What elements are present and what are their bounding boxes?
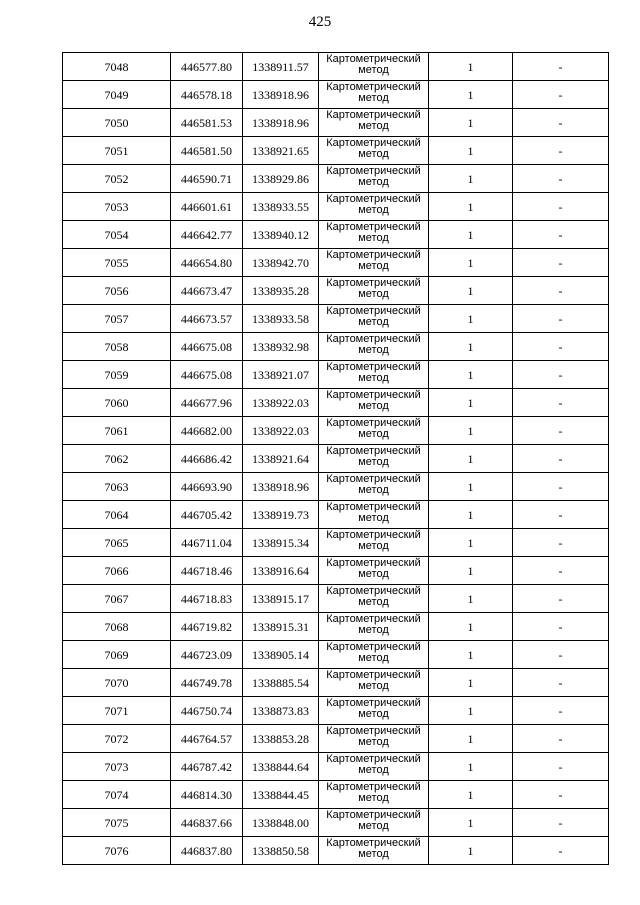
accuracy-cell: 1	[429, 389, 513, 417]
y-coordinate-cell: 1338885.54	[243, 669, 319, 697]
method-text-line1: Картометрический	[326, 249, 421, 261]
accuracy-cell: 1	[429, 277, 513, 305]
method-cell	[319, 781, 429, 809]
point-number-cell: 7069	[63, 641, 171, 669]
y-coordinate-cell: 1338915.34	[243, 529, 319, 557]
accuracy-cell: 1	[429, 501, 513, 529]
table-row	[63, 641, 609, 669]
x-coordinate-cell: 446682.00	[171, 417, 243, 445]
method-text-line1: Картометрический	[326, 473, 421, 485]
note-cell: -	[513, 557, 609, 585]
method-text-line1: Картометрический	[326, 221, 421, 233]
x-coordinate-cell: 446677.96	[171, 389, 243, 417]
method-cell	[319, 361, 429, 389]
accuracy-cell: 1	[429, 473, 513, 501]
y-coordinate-cell: 1338940.12	[243, 221, 319, 249]
method-cell	[319, 81, 429, 109]
note-cell: -	[513, 417, 609, 445]
method-cell	[319, 193, 429, 221]
method-cell	[319, 137, 429, 165]
accuracy-cell: 1	[429, 333, 513, 361]
y-coordinate-cell: 1338911.57	[243, 53, 319, 81]
method-text-line1: Картометрический	[326, 585, 421, 597]
x-coordinate-cell: 446673.47	[171, 277, 243, 305]
method-cell	[319, 669, 429, 697]
table-row	[63, 389, 609, 417]
accuracy-cell: 1	[429, 781, 513, 809]
method-cell	[319, 641, 429, 669]
x-coordinate-cell: 446686.42	[171, 445, 243, 473]
method-text-line1: Картометрический	[326, 81, 421, 93]
y-coordinate-cell: 1338921.64	[243, 445, 319, 473]
point-number-cell: 7070	[63, 669, 171, 697]
y-coordinate-cell: 1338873.83	[243, 697, 319, 725]
method-cell	[319, 221, 429, 249]
method-text-line2: метод	[358, 484, 389, 496]
y-coordinate-cell: 1338916.64	[243, 557, 319, 585]
method-text-line2: метод	[358, 232, 389, 244]
y-coordinate-cell: 1338918.96	[243, 81, 319, 109]
method-cell	[319, 585, 429, 613]
method-text-line1: Картометрический	[326, 669, 421, 681]
accuracy-cell: 1	[429, 221, 513, 249]
method-text-line1: Картометрический	[326, 305, 421, 317]
note-cell: -	[513, 305, 609, 333]
note-cell: -	[513, 837, 609, 865]
table-row	[63, 501, 609, 529]
method-text-line2: метод	[358, 456, 389, 468]
x-coordinate-cell: 446718.83	[171, 585, 243, 613]
method-text-line2: метод	[358, 204, 389, 216]
note-cell: -	[513, 81, 609, 109]
table-row	[63, 53, 609, 81]
table-row	[63, 669, 609, 697]
y-coordinate-cell: 1338850.58	[243, 837, 319, 865]
method-text-line2: метод	[358, 428, 389, 440]
accuracy-cell: 1	[429, 193, 513, 221]
y-coordinate-cell: 1338929.86	[243, 165, 319, 193]
table-row	[63, 557, 609, 585]
x-coordinate-cell: 446642.77	[171, 221, 243, 249]
method-text-line1: Картометрический	[326, 837, 421, 849]
note-cell: -	[513, 809, 609, 837]
point-number-cell: 7075	[63, 809, 171, 837]
accuracy-cell: 1	[429, 641, 513, 669]
note-cell: -	[513, 193, 609, 221]
method-cell	[319, 501, 429, 529]
note-cell: -	[513, 361, 609, 389]
x-coordinate-cell: 446719.82	[171, 613, 243, 641]
table-row	[63, 781, 609, 809]
method-cell	[319, 809, 429, 837]
table-row	[63, 809, 609, 837]
method-text-line1: Картометрический	[326, 613, 421, 625]
note-cell: -	[513, 249, 609, 277]
method-text-line2: метод	[358, 708, 389, 720]
y-coordinate-cell: 1338922.03	[243, 417, 319, 445]
point-number-cell: 7048	[63, 53, 171, 81]
x-coordinate-cell: 446693.90	[171, 473, 243, 501]
x-coordinate-cell: 446814.30	[171, 781, 243, 809]
accuracy-cell: 1	[429, 137, 513, 165]
note-cell: -	[513, 529, 609, 557]
point-number-cell: 7052	[63, 165, 171, 193]
table-row	[63, 277, 609, 305]
x-coordinate-cell: 446581.50	[171, 137, 243, 165]
method-text-line1: Картометрический	[326, 529, 421, 541]
table-row	[63, 305, 609, 333]
table-row	[63, 221, 609, 249]
method-text-line1: Картометрический	[326, 109, 421, 121]
table-row	[63, 529, 609, 557]
accuracy-cell: 1	[429, 361, 513, 389]
accuracy-cell: 1	[429, 697, 513, 725]
accuracy-cell: 1	[429, 249, 513, 277]
method-text-line2: метод	[358, 148, 389, 160]
note-cell: -	[513, 669, 609, 697]
table-row	[63, 697, 609, 725]
method-cell	[319, 389, 429, 417]
x-coordinate-cell: 446673.57	[171, 305, 243, 333]
y-coordinate-cell: 1338918.96	[243, 109, 319, 137]
method-text-line1: Картометрический	[326, 781, 421, 793]
method-text-line1: Картометрический	[326, 277, 421, 289]
table-row	[63, 361, 609, 389]
accuracy-cell: 1	[429, 165, 513, 193]
x-coordinate-cell: 446837.80	[171, 837, 243, 865]
y-coordinate-cell: 1338921.65	[243, 137, 319, 165]
point-number-cell: 7074	[63, 781, 171, 809]
point-number-cell: 7060	[63, 389, 171, 417]
method-text-line2: метод	[358, 92, 389, 104]
note-cell: -	[513, 501, 609, 529]
point-number-cell: 7071	[63, 697, 171, 725]
accuracy-cell: 1	[429, 417, 513, 445]
x-coordinate-cell: 446581.53	[171, 109, 243, 137]
note-cell: -	[513, 613, 609, 641]
table-row	[63, 417, 609, 445]
method-text-line2: метод	[358, 764, 389, 776]
method-text-line2: метод	[358, 624, 389, 636]
y-coordinate-cell: 1338844.45	[243, 781, 319, 809]
accuracy-cell: 1	[429, 53, 513, 81]
accuracy-cell: 1	[429, 557, 513, 585]
note-cell: -	[513, 53, 609, 81]
point-number-cell: 7053	[63, 193, 171, 221]
table-row	[63, 333, 609, 361]
method-text-line1: Картометрический	[326, 697, 421, 709]
coordinates-table-body	[63, 53, 609, 865]
note-cell: -	[513, 165, 609, 193]
point-number-cell: 7066	[63, 557, 171, 585]
accuracy-cell: 1	[429, 837, 513, 865]
x-coordinate-cell: 446764.57	[171, 725, 243, 753]
note-cell: -	[513, 445, 609, 473]
x-coordinate-cell: 446723.09	[171, 641, 243, 669]
y-coordinate-cell: 1338921.07	[243, 361, 319, 389]
method-text-line1: Картометрический	[326, 725, 421, 737]
y-coordinate-cell: 1338942.70	[243, 249, 319, 277]
table-row	[63, 837, 609, 865]
method-cell	[319, 53, 429, 81]
table-row	[63, 725, 609, 753]
method-text-line2: метод	[358, 260, 389, 272]
method-text-line2: метод	[358, 680, 389, 692]
method-text-line1: Картометрический	[326, 361, 421, 373]
method-text-line2: метод	[358, 568, 389, 580]
table-row	[63, 445, 609, 473]
method-text-line2: метод	[358, 596, 389, 608]
y-coordinate-cell: 1338932.98	[243, 333, 319, 361]
method-text-line2: метод	[358, 540, 389, 552]
note-cell: -	[513, 109, 609, 137]
y-coordinate-cell: 1338848.00	[243, 809, 319, 837]
method-cell	[319, 109, 429, 137]
note-cell: -	[513, 781, 609, 809]
note-cell: -	[513, 725, 609, 753]
note-cell: -	[513, 473, 609, 501]
accuracy-cell: 1	[429, 753, 513, 781]
point-number-cell: 7059	[63, 361, 171, 389]
method-cell	[319, 333, 429, 361]
point-number-cell: 7056	[63, 277, 171, 305]
x-coordinate-cell: 446577.80	[171, 53, 243, 81]
x-coordinate-cell: 446578.18	[171, 81, 243, 109]
accuracy-cell: 1	[429, 109, 513, 137]
y-coordinate-cell: 1338933.58	[243, 305, 319, 333]
x-coordinate-cell: 446675.08	[171, 333, 243, 361]
method-text-line1: Картометрический	[326, 445, 421, 457]
y-coordinate-cell: 1338853.28	[243, 725, 319, 753]
y-coordinate-cell: 1338915.17	[243, 585, 319, 613]
method-cell	[319, 277, 429, 305]
note-cell: -	[513, 137, 609, 165]
method-text-line1: Картометрический	[326, 53, 421, 65]
method-text-line1: Картометрический	[326, 501, 421, 513]
method-cell	[319, 557, 429, 585]
table-row	[63, 613, 609, 641]
method-text-line2: метод	[358, 848, 389, 860]
accuracy-cell: 1	[429, 445, 513, 473]
method-cell	[319, 445, 429, 473]
method-cell	[319, 613, 429, 641]
method-text-line2: метод	[358, 820, 389, 832]
table-row	[63, 165, 609, 193]
method-text-line1: Картометрический	[326, 165, 421, 177]
point-number-cell: 7062	[63, 445, 171, 473]
method-text-line1: Картометрический	[326, 809, 421, 821]
point-number-cell: 7076	[63, 837, 171, 865]
point-number-cell: 7051	[63, 137, 171, 165]
method-cell	[319, 753, 429, 781]
y-coordinate-cell: 1338905.14	[243, 641, 319, 669]
note-cell: -	[513, 277, 609, 305]
note-cell: -	[513, 221, 609, 249]
accuracy-cell: 1	[429, 613, 513, 641]
accuracy-cell: 1	[429, 81, 513, 109]
note-cell: -	[513, 333, 609, 361]
point-number-cell: 7065	[63, 529, 171, 557]
method-cell	[319, 473, 429, 501]
point-number-cell: 7058	[63, 333, 171, 361]
point-number-cell: 7049	[63, 81, 171, 109]
method-text-line2: метод	[358, 736, 389, 748]
method-cell	[319, 249, 429, 277]
table-row	[63, 193, 609, 221]
point-number-cell: 7063	[63, 473, 171, 501]
method-text-line2: метод	[358, 792, 389, 804]
y-coordinate-cell: 1338922.03	[243, 389, 319, 417]
method-text-line2: метод	[358, 176, 389, 188]
accuracy-cell: 1	[429, 305, 513, 333]
table-row	[63, 137, 609, 165]
y-coordinate-cell: 1338935.28	[243, 277, 319, 305]
method-text-line2: метод	[358, 512, 389, 524]
method-cell	[319, 725, 429, 753]
note-cell: -	[513, 697, 609, 725]
accuracy-cell: 1	[429, 725, 513, 753]
method-text-line1: Картометрический	[326, 417, 421, 429]
table-row	[63, 249, 609, 277]
method-text-line2: метод	[358, 400, 389, 412]
method-cell	[319, 837, 429, 865]
note-cell: -	[513, 753, 609, 781]
method-text-line2: метод	[358, 316, 389, 328]
method-text-line2: метод	[358, 344, 389, 356]
note-cell: -	[513, 641, 609, 669]
method-cell	[319, 417, 429, 445]
note-cell: -	[513, 585, 609, 613]
method-text-line2: метод	[358, 64, 389, 76]
point-number-cell: 7057	[63, 305, 171, 333]
x-coordinate-cell: 446601.61	[171, 193, 243, 221]
accuracy-cell: 1	[429, 809, 513, 837]
coordinates-table	[62, 52, 609, 865]
point-number-cell: 7073	[63, 753, 171, 781]
point-number-cell: 7050	[63, 109, 171, 137]
y-coordinate-cell: 1338915.31	[243, 613, 319, 641]
x-coordinate-cell: 446749.78	[171, 669, 243, 697]
method-text-line1: Картометрический	[326, 389, 421, 401]
y-coordinate-cell: 1338919.73	[243, 501, 319, 529]
point-number-cell: 7067	[63, 585, 171, 613]
page-number: 425	[308, 14, 332, 30]
note-cell: -	[513, 389, 609, 417]
method-text-line2: метод	[358, 288, 389, 300]
method-cell	[319, 305, 429, 333]
x-coordinate-cell: 446718.46	[171, 557, 243, 585]
point-number-cell: 7054	[63, 221, 171, 249]
point-number-cell: 7055	[63, 249, 171, 277]
y-coordinate-cell: 1338918.96	[243, 473, 319, 501]
method-cell	[319, 697, 429, 725]
point-number-cell: 7072	[63, 725, 171, 753]
x-coordinate-cell: 446837.66	[171, 809, 243, 837]
method-text-line2: метод	[358, 120, 389, 132]
x-coordinate-cell: 446750.74	[171, 697, 243, 725]
point-number-cell: 7061	[63, 417, 171, 445]
method-text-line2: метод	[358, 372, 389, 384]
x-coordinate-cell: 446654.80	[171, 249, 243, 277]
table-row	[63, 473, 609, 501]
method-text-line1: Картометрический	[326, 557, 421, 569]
point-number-cell: 7064	[63, 501, 171, 529]
method-text-line1: Картометрический	[326, 333, 421, 345]
method-text-line1: Картометрический	[326, 137, 421, 149]
method-text-line1: Картометрический	[326, 753, 421, 765]
x-coordinate-cell: 446787.42	[171, 753, 243, 781]
point-number-cell: 7068	[63, 613, 171, 641]
method-cell	[319, 165, 429, 193]
x-coordinate-cell: 446675.08	[171, 361, 243, 389]
table-row	[63, 585, 609, 613]
table-row	[63, 753, 609, 781]
method-text-line1: Картометрический	[326, 193, 421, 205]
method-text-line2: метод	[358, 652, 389, 664]
x-coordinate-cell: 446590.71	[171, 165, 243, 193]
accuracy-cell: 1	[429, 585, 513, 613]
method-text-line1: Картометрический	[326, 641, 421, 653]
table-row	[63, 109, 609, 137]
y-coordinate-cell: 1338844.64	[243, 753, 319, 781]
y-coordinate-cell: 1338933.55	[243, 193, 319, 221]
table-row	[63, 81, 609, 109]
accuracy-cell: 1	[429, 669, 513, 697]
accuracy-cell: 1	[429, 529, 513, 557]
x-coordinate-cell: 446711.04	[171, 529, 243, 557]
method-cell	[319, 529, 429, 557]
x-coordinate-cell: 446705.42	[171, 501, 243, 529]
